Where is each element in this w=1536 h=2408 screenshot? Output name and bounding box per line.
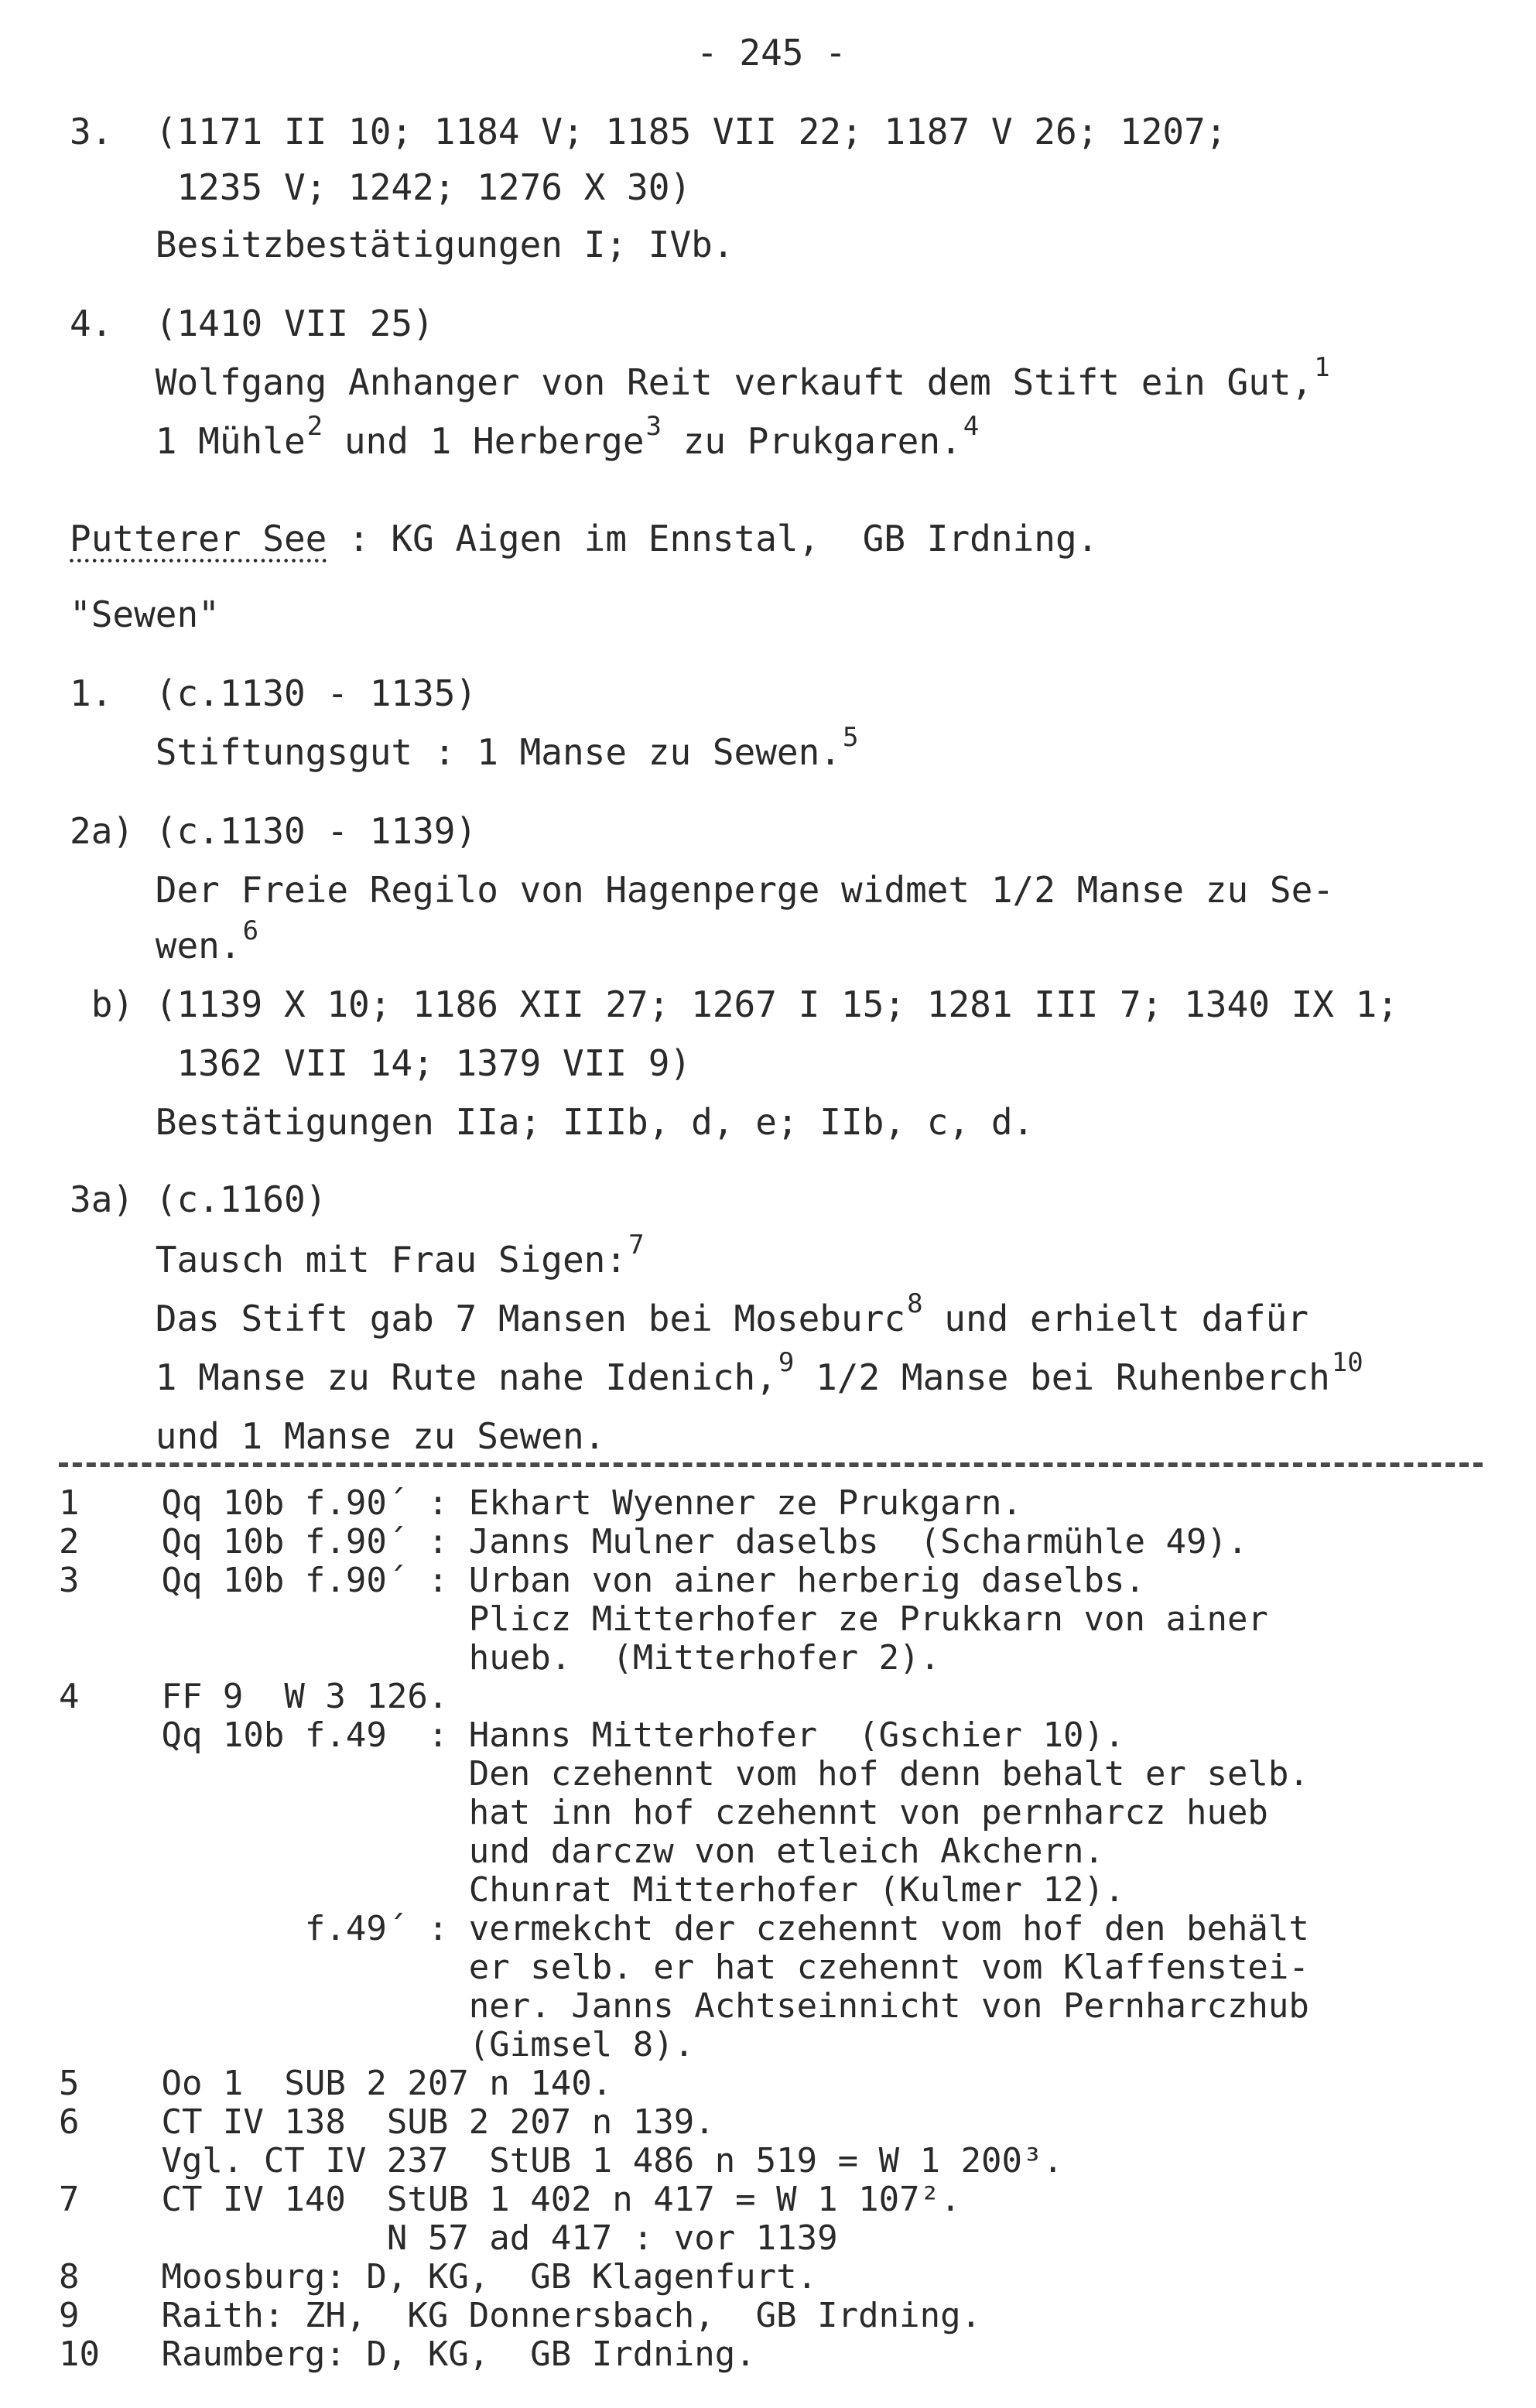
entry-line: 1362 VII 14; 1379 VII 9) bbox=[70, 1042, 692, 1084]
footnote-line: 6 CT IV 138 SUB 2 207 n 139. bbox=[59, 2102, 715, 2142]
footnote-line: 4 FF 9 W 3 126. bbox=[59, 1677, 449, 1716]
entry-line: Stiftungsgut : 1 Manse zu Sewen.$^5$ bbox=[70, 722, 859, 773]
section-subheading: "Sewen" bbox=[70, 593, 220, 635]
entry-line: b) (1139 X 10; 1186 XII 27; 1267 I 15; 1281 III 7; 1340 IX 1; bbox=[70, 983, 1399, 1025]
footnote-line: Chunrat Mitterhofer (Kulmer 12). bbox=[59, 1870, 1125, 1910]
entry-line: 4. (1410 VII 25) bbox=[70, 303, 434, 344]
entry-line: und 1 Manse zu Sewen. bbox=[70, 1415, 606, 1457]
entry-line: Der Freie Regilo von Hagenperge widmet 1/2 Manse zu Se- bbox=[70, 869, 1334, 911]
entry-line: wen.$^6$ bbox=[70, 915, 259, 966]
footnote-line: 2 Qq 10b f.90´ : Janns Mulner daselbs (Scharmühle 49). bbox=[59, 1522, 1248, 1561]
entry-line: 1 Manse zu Rute nahe Idenich,$^9$ 1/2 Manse bei Ruhenberch$^{10}$ bbox=[70, 1347, 1363, 1398]
footnote-line: hueb. (Mitterhofer 2). bbox=[59, 1638, 941, 1678]
footnote-line: f.49´ : vermekcht der czehennt vom hof den behält bbox=[59, 1909, 1309, 1948]
entry-line: 3a) (c.1160) bbox=[70, 1178, 327, 1220]
entry-line: Besitzbestätigungen I; IVb. bbox=[70, 224, 734, 265]
entry-line: 2a) (c.1130 - 1139) bbox=[70, 810, 477, 852]
footnote-line: 9 Raith: ZH, KG Donnersbach, GB Irdning. bbox=[59, 2296, 982, 2335]
entry-line: Wolfgang Anhanger von Reit verkauft dem Stift ein Gut,$^1$ bbox=[70, 352, 1330, 403]
entry-line: Das Stift gab 7 Mansen bei Moseburc$^8$ und erhielt dafür bbox=[70, 1288, 1309, 1339]
page-number: - 245 - bbox=[696, 32, 847, 74]
footnote-line: (Gimsel 8). bbox=[59, 2025, 695, 2064]
footnote-line: N 57 ad 417 : vor 1139 bbox=[59, 2218, 838, 2258]
footnote-line: 10 Raumberg: D, KG, GB Irdning. bbox=[59, 2334, 756, 2374]
entry-line: 1235 V; 1242; 1276 X 30) bbox=[70, 166, 692, 208]
footnote-line: ner. Janns Achtseinnicht von Pernharczhub bbox=[59, 1986, 1309, 2026]
footnote-line: 3 Qq 10b f.90´ : Urban von ainer herberig daselbs. bbox=[59, 1561, 1145, 1600]
footnote-line: hat inn hof czehennt von pernharcz hueb bbox=[59, 1793, 1268, 1832]
entry-line: Bestätigungen IIa; IIIb, d, e; IIb, c, d. bbox=[70, 1101, 1035, 1143]
entry-line: 3. (1171 II 10; 1184 V; 1185 VII 22; 1187 V 26; 1207; bbox=[70, 111, 1227, 152]
footnote-line: und darczw von etleich Akchern. bbox=[59, 1832, 1105, 1871]
entry-line: Tausch mit Frau Sigen:$^7$ bbox=[70, 1230, 645, 1281]
footnote-line: Vgl. CT IV 237 StUB 1 486 n 519 = W 1 200³. bbox=[59, 2141, 1064, 2181]
footnote-line: 8 Moosburg: D, KG, GB Klagenfurt. bbox=[59, 2257, 818, 2297]
footnote-line: er selb. er hat czehennt vom Klaffenstei- bbox=[59, 1948, 1309, 1987]
footnote-line: Qq 10b f.49 : Hanns Mitterhofer (Gschier 10). bbox=[59, 1715, 1125, 1755]
footnote-separator bbox=[59, 1462, 1483, 1467]
footnote-line: Den czehennt vom hof denn behalt er selb. bbox=[59, 1754, 1309, 1794]
entry-line: 1. (c.1130 - 1135) bbox=[70, 672, 477, 714]
footnote-line: Plicz Mitterhofer ze Prukkarn von ainer bbox=[59, 1599, 1268, 1639]
entry-line: 1 Mühle$^2$ und 1 Herberge$^3$ zu Prukgaren.$^4$ bbox=[70, 411, 980, 462]
footnote-line: 7 CT IV 140 StUB 1 402 n 417 = W 1 107². bbox=[59, 2180, 961, 2219]
section-heading: Putterer See : KG Aigen im Ennstal, GB Irdning. bbox=[70, 518, 1099, 559]
footnote-line: 5 Oo 1 SUB 2 207 n 140. bbox=[59, 2064, 613, 2103]
footnote-line: 1 Qq 10b f.90´ : Ekhart Wyenner ze Prukgarn. bbox=[59, 1483, 1023, 1523]
